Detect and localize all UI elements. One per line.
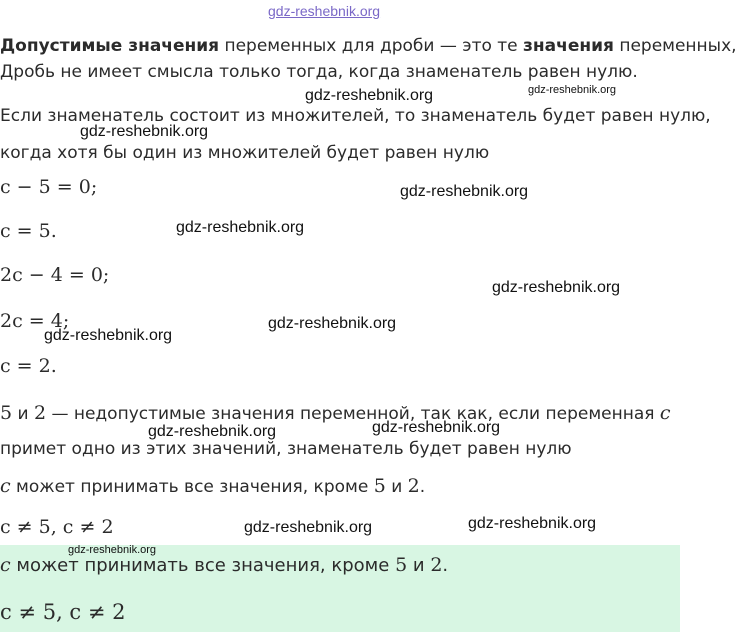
and-text: и bbox=[385, 477, 408, 497]
watermark: gdz-reshebnik.org bbox=[492, 279, 621, 296]
intro-text bbox=[0, 36, 737, 56]
watermark: gdz-reshebnik.org bbox=[44, 327, 173, 344]
conclusion-text bbox=[0, 475, 425, 497]
equation-5: c = 2. bbox=[0, 355, 57, 377]
watermark: gdz-reshebnik.org bbox=[268, 315, 397, 332]
equation-2: c = 5. bbox=[0, 220, 57, 242]
answer-text bbox=[0, 554, 448, 576]
equation-4: 2c = 4; bbox=[0, 310, 70, 332]
value-5: 5 bbox=[373, 475, 386, 497]
watermark: gdz-reshebnik.org bbox=[305, 87, 434, 104]
conclusion-body: может принимать все значения, кроме bbox=[10, 477, 374, 497]
watermark: gdz-reshebnik.org bbox=[80, 123, 209, 140]
factors-text-1: Если знаменатель состоит из множителей, то знаменатель будет равен нулю, bbox=[0, 106, 711, 126]
period: . bbox=[419, 477, 426, 497]
answer-math: c ≠ 5, c ≠ 2 bbox=[0, 600, 126, 624]
value-2: 2 bbox=[430, 554, 443, 576]
explain-text: — недопустимые значения переменной, так как, если переменная bbox=[46, 404, 660, 424]
value-2: 2 bbox=[407, 475, 420, 497]
watermark: gdz-reshebnik.org bbox=[528, 84, 617, 96]
zero-denominator-text: Дробь не имеет смысла только тогда, когда знаменатель равен нулю. bbox=[0, 62, 638, 82]
answer-body: может принимать все значения, кроме bbox=[10, 555, 396, 576]
explain-line-1 bbox=[0, 402, 671, 424]
value-5: 5 bbox=[395, 554, 408, 576]
intro-text-2: переменных, bbox=[613, 36, 737, 56]
variable-c: c bbox=[0, 475, 11, 497]
watermark: gdz-reshebnik.org bbox=[400, 183, 529, 200]
watermark: gdz-reshebnik.org bbox=[68, 544, 157, 556]
watermark: gdz-reshebnik.org bbox=[372, 419, 501, 436]
intro-bold-2: значения bbox=[523, 36, 614, 56]
intro-text-1: переменных для дроби — это те bbox=[219, 36, 524, 56]
variable-c: c bbox=[0, 554, 11, 576]
intro-bold-1: Допустимые значения bbox=[0, 36, 220, 56]
value-2: 2 bbox=[33, 402, 47, 424]
and-text: и bbox=[12, 404, 34, 424]
conclusion-math: c ≠ 5, c ≠ 2 bbox=[0, 516, 114, 538]
equation-1: c − 5 = 0; bbox=[0, 176, 98, 198]
period: . bbox=[442, 555, 449, 576]
watermark: gdz-reshebnik.org bbox=[148, 423, 277, 440]
factors-text-2: когда хотя бы один из множителей будет равен нулю bbox=[0, 143, 490, 163]
variable-c: c bbox=[659, 402, 671, 424]
watermark: gdz-reshebnik.org bbox=[244, 519, 373, 536]
and-text: и bbox=[407, 555, 431, 576]
watermark: gdz-reshebnik.org bbox=[468, 515, 597, 532]
watermark-link[interactable]: gdz-reshebnik.org bbox=[268, 3, 381, 19]
watermark: gdz-reshebnik.org bbox=[176, 219, 305, 236]
equation-3: 2c − 4 = 0; bbox=[0, 264, 110, 286]
explain-line-2: примет одно из этих значений, знаменатель будет равен нулю bbox=[0, 439, 572, 459]
value-5: 5 bbox=[0, 402, 13, 424]
